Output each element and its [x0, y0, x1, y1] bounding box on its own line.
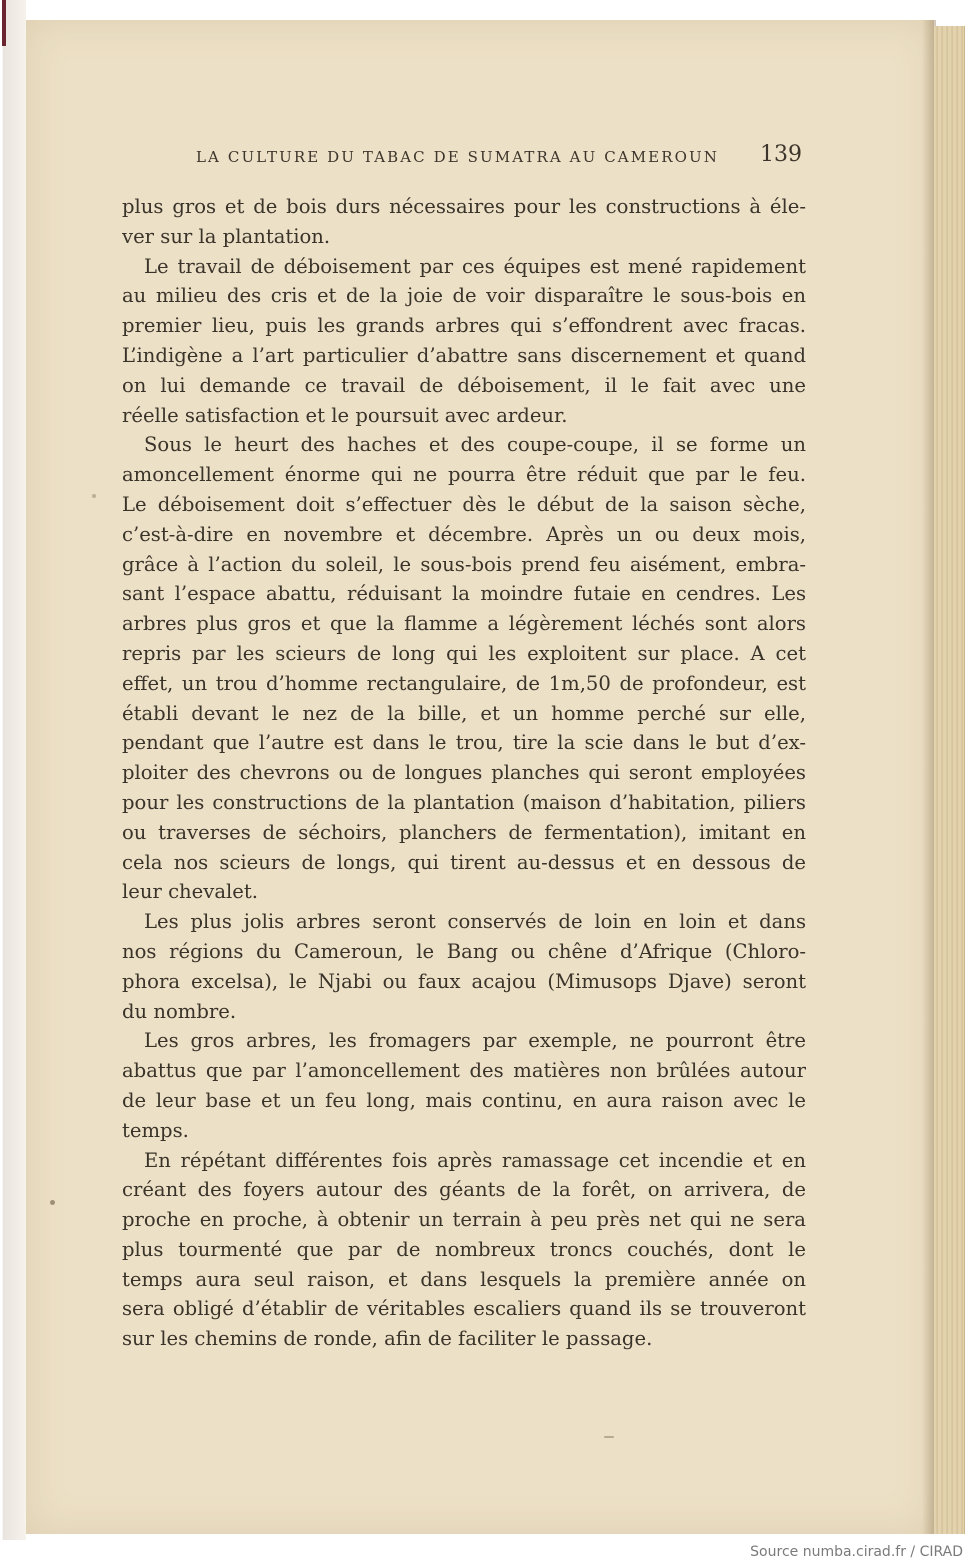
text-line: phora excelsa), le Njabi ou faux acajou (Mimusops Djave) seront	[122, 969, 806, 993]
text-line: nos régions du Cameroun, le Bang ou chêne d’Afrique (Chloro-	[122, 939, 806, 963]
text-line: du nombre.	[122, 999, 237, 1023]
text-line: ver sur la plantation.	[122, 224, 331, 248]
text-line: établi devant le nez de la bille, et un homme perché sur elle,	[122, 701, 806, 725]
binding-mark	[2, 0, 6, 46]
text-line: repris par les scieurs de long qui les exploitent sur place. A cet	[122, 641, 806, 665]
text-line: amoncellement énorme qui ne pourra être réduit que par le feu.	[122, 463, 806, 487]
text-line: on lui demande ce travail de déboisement, il le fait avec une	[122, 373, 806, 397]
text-line: plus gros et de bois durs nécessaires pour les constructions à éle-	[122, 195, 806, 218]
text-line: au milieu des cris et de la joie de voir disparaître le sous-bois en	[122, 284, 806, 308]
text-line: c’est-à-dire en novembre et décembre. Après un ou deux mois,	[122, 522, 806, 546]
text-line: Le travail de déboisement par ces équipes est mené rapidement	[144, 254, 806, 278]
text-line: arbres plus gros et que la flamme a légèrement léchés sont alors	[122, 612, 806, 636]
text-line: pour les constructions de la plantation (maison d’habitation, piliers	[122, 790, 806, 814]
text-line: plus tourmenté que par de nombreux troncs couchés, dont le	[122, 1237, 806, 1261]
text-line: ploiter des chevrons ou de longues planches qui seront employées	[122, 761, 806, 785]
text-line: temps.	[122, 1118, 189, 1142]
running-title: LA CULTURE DU TABAC DE SUMATRA AU CAMEROUN	[196, 148, 719, 166]
text-line: sera obligé d’établir de véritables escaliers quand ils se trouveront	[122, 1297, 806, 1321]
text-line: Les gros arbres, les fromagers par exemple, ne pourront être	[144, 1029, 806, 1053]
speck	[92, 494, 96, 498]
text-line: cela nos scieurs de longs, qui tirent au-dessus et en dessous de	[122, 850, 806, 874]
speck	[50, 1200, 55, 1205]
body-text	[122, 192, 806, 1354]
speck	[604, 1436, 614, 1438]
text-line: abattus que par l’amoncellement des matières non brûlées autour	[122, 1059, 806, 1083]
text-line: En répétant différentes fois après ramassage cet incendie et en	[144, 1148, 806, 1172]
text-line: proche en proche, à obtenir un terrain à peu près net qui ne sera	[122, 1208, 806, 1232]
text-line: temps aura seul raison, et dans lesquels la première année on	[122, 1267, 806, 1291]
page-number: 139	[760, 142, 802, 167]
text-line: de leur base et un feu long, mais continu, en aura raison avec le	[122, 1088, 806, 1112]
text-line: réelle satisfaction et le poursuit avec ardeur.	[122, 403, 568, 427]
text-line: Sous le heurt des haches et des coupe-coupe, il se forme un	[144, 433, 806, 457]
text-line: L’indigène a l’art particulier d’abattre sans discernement et quand	[122, 343, 806, 367]
text-line: effet, un trou d’homme rectangulaire, de 1m,50 de profondeur, est	[122, 671, 806, 695]
source-credit: Source numba.cirad.fr / CIRAD	[750, 1544, 963, 1560]
text-line: premier lieu, puis les grands arbres qui s’effondrent avec fracas.	[122, 314, 806, 338]
page-stack-edges	[934, 26, 965, 1534]
text-line: Le déboisement doit s’effectuer dès le début de la saison sèche,	[122, 492, 806, 516]
text-line: pendant que l’autre est dans le trou, tire la scie dans le but d’ex-	[122, 731, 806, 755]
text-line: sur les chemins de ronde, afin de faciliter le passage.	[122, 1327, 653, 1351]
text-line: leur chevalet.	[122, 880, 258, 904]
running-header	[196, 142, 808, 172]
text-line: ou traverses de séchoirs, planchers de fermentation), imitant en	[122, 820, 806, 844]
book-spine	[0, 0, 26, 1540]
text-line: grâce à l’action du soleil, le sous-bois prend feu aisément, embra-	[122, 552, 806, 576]
text-line: créant des foyers autour des géants de la forêt, on arrivera, de	[122, 1178, 806, 1202]
text-line: sant l’espace abattu, réduisant la moindre futaie en cendres. Les	[122, 582, 806, 606]
text-line: Les plus jolis arbres seront conservés de loin en loin et dans	[144, 910, 806, 934]
